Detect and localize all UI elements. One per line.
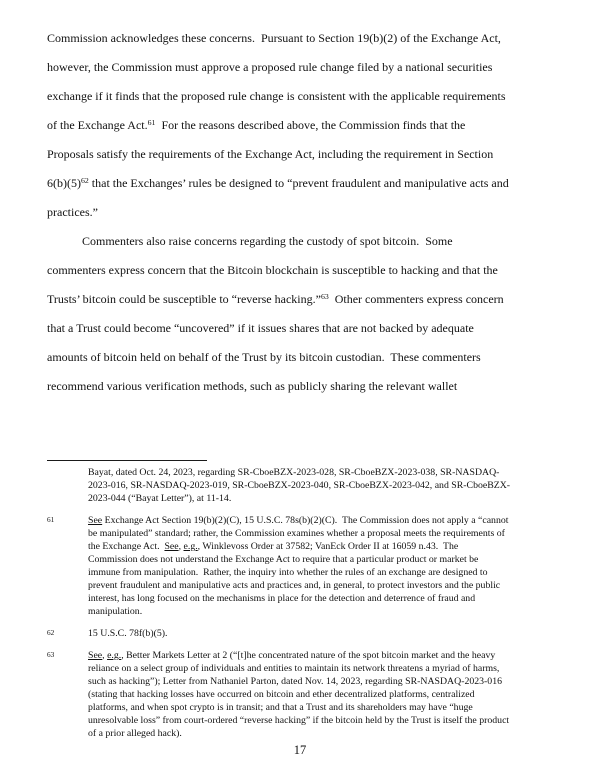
paragraph (47, 24, 570, 227)
text-line (88, 662, 570, 675)
text-segment: manipulation. (88, 606, 143, 617)
text-segment: practices.” (47, 205, 98, 219)
text-segment: the Exchange Act. (88, 541, 165, 552)
text-line (88, 527, 570, 540)
text-line (88, 466, 570, 479)
text-line (47, 169, 570, 198)
footnote-text (88, 466, 570, 505)
text-line (47, 24, 570, 53)
text-segment: , Better Markets Letter at 2 (“[t]he concentrated nature of the spot bitcoin market and the heavy (121, 650, 496, 661)
text-line (88, 479, 570, 492)
footnote-number: 63 (47, 650, 55, 659)
text-line (47, 111, 570, 140)
text-line (47, 198, 570, 227)
footnote-reference: 63 (320, 291, 329, 301)
text-line (47, 343, 570, 372)
text-line (88, 553, 570, 566)
footnote-reference: 62 (80, 175, 89, 185)
text-segment: 2023-044 (“Bayat Letter”), at 11-14. (88, 493, 232, 504)
text-line (88, 566, 570, 579)
footnote-61 (47, 514, 570, 618)
text-segment: commenters express concern that the Bitcoin blockchain is susceptible to hacking and that the (47, 263, 498, 277)
text-segment: Commission acknowledges these concerns. Pursuant to Section 19(b)(2) of the Exchange Act, (47, 31, 501, 45)
document-body (47, 24, 570, 401)
underlined-citation: e.g. (183, 541, 198, 552)
text-line (88, 592, 570, 605)
text-line (88, 727, 570, 740)
text-segment: 15 U.S.C. 78f(b)(5). (88, 628, 168, 639)
text-segment: that the Exchanges’ rules be designed to “prevent fraudulent and manipulative acts and (88, 176, 509, 190)
text-segment: of a prior alleged hack). (88, 728, 182, 739)
text-segment: however, the Commission must approve a proposed rule change filed by a national securities (47, 60, 493, 74)
underlined-citation: See (88, 650, 103, 661)
text-line (47, 314, 570, 343)
text-line (88, 579, 570, 592)
footnotes-section (47, 460, 570, 749)
text-line (47, 82, 570, 111)
text-segment: Other commenters express concern (328, 292, 504, 306)
text-line (88, 714, 570, 727)
text-segment: Exchange Act Section 19(b)(2)(C), 15 U.S.C. 78s(b)(2)(C). The Commission does not apply a “cannot (102, 515, 509, 526)
text-segment: immune from manipulation. Rather, the inquiry into whether the rules of an exchange are designed to (88, 567, 488, 578)
text-line (88, 675, 570, 688)
text-segment: be manipulated” standard; rather, the Commission examines whether a proposal meets the requirements of (88, 528, 505, 539)
footnote-number: 62 (47, 628, 55, 637)
text-segment: that a Trust could become “uncovered” if it issues shares that are not backed by adequate (47, 321, 474, 335)
text-line (88, 688, 570, 701)
text-segment: , (178, 541, 184, 552)
paragraph (47, 227, 570, 401)
footnote-text (88, 627, 570, 640)
footnote-62 (47, 627, 570, 640)
text-line (88, 701, 570, 714)
text-segment: such as hacking”); Letter from Nathaniel Parton, dated Nov. 14, 2023, regarding SR-NASDAQ-2023-016 (88, 676, 503, 687)
text-segment: of the Exchange Act. (47, 118, 148, 132)
text-segment: Commenters also raise concerns regarding the custody of spot bitcoin. Some (82, 234, 453, 248)
text-segment: , Winklevoss Order at 37582; VanEck Order II at 16059 n.43. The (197, 541, 459, 552)
text-segment: amounts of bitcoin held on behalf of the Trust by its bitcoin custodian. These commenters (47, 350, 481, 364)
text-segment: Trusts’ bitcoin could be susceptible to “reverse hacking.” (47, 292, 321, 306)
underlined-citation: See (164, 541, 179, 552)
text-line (47, 285, 570, 314)
footnote-number (47, 466, 88, 505)
text-segment: 6(b)(5) (47, 176, 81, 190)
footnote-continuation (47, 466, 570, 505)
footnote-list (47, 466, 570, 740)
text-segment: (stating that hacking losses have occurred on bitcoin and ether decentralized platforms, centralized (88, 689, 475, 700)
text-line (47, 256, 570, 285)
text-segment: 2023-016, SR-NASDAQ-2023-019, SR-CboeBZX-2023-040, SR-CboeBZX-2023-042, and SR-CboeBZX- (88, 480, 511, 491)
footnote-number: 61 (47, 515, 55, 524)
footnote-text (88, 649, 570, 740)
text-segment: Bayat, dated Oct. 24, 2023, regarding SR-CboeBZX-2023-028, SR-CboeBZX-2023-038, SR-NASDAQ- (88, 467, 500, 478)
text-segment: prevent fraudulent and manipulative acts and practices and, in general, to protect investors and the public (88, 580, 501, 591)
underlined-citation: e.g. (107, 650, 122, 661)
text-line (88, 492, 570, 505)
text-line (88, 540, 570, 553)
text-segment: interest, has long focused on the mechanisms in place for the detection and deterrence of fraud and (88, 593, 476, 604)
footnote-text (88, 514, 570, 618)
text-segment: recommend various verification methods, such as publicly sharing the relevant wallet (47, 379, 458, 393)
text-line (88, 649, 570, 662)
text-line (47, 140, 570, 169)
text-line (88, 605, 570, 618)
text-line (47, 53, 570, 82)
text-line (88, 514, 570, 527)
text-segment: Proposals satisfy the requirements of the Exchange Act, including the requirement in Section (47, 147, 494, 161)
text-segment: For the reasons described above, the Commission finds that the (155, 118, 466, 132)
text-segment: Commission does not understand the Exchange Act to require that a particular product or market be (88, 554, 479, 565)
text-segment: , (102, 650, 108, 661)
page-number: 17 (293, 743, 307, 757)
text-line (47, 372, 570, 401)
text-segment: platforms, and when spot crypto is in transit; and that a Trust and its shareholders may have “huge (88, 702, 473, 713)
underlined-citation: See (88, 515, 103, 526)
footnote-63 (47, 649, 570, 740)
footnote-reference: 61 (147, 117, 156, 127)
text-segment: unresolvable loss” from court-ordered “reverse hacking” if the bitcoin held by the Trust is itself the product (88, 715, 510, 726)
text-segment: reliance on a select group of individuals and entities to maintain its network threatens a myriad of harms, (88, 663, 500, 674)
text-line (88, 627, 570, 640)
text-line (47, 227, 570, 256)
footnote-separator (47, 460, 207, 461)
text-segment: exchange if it finds that the proposed rule change is consistent with the applicable requirements (47, 89, 506, 103)
